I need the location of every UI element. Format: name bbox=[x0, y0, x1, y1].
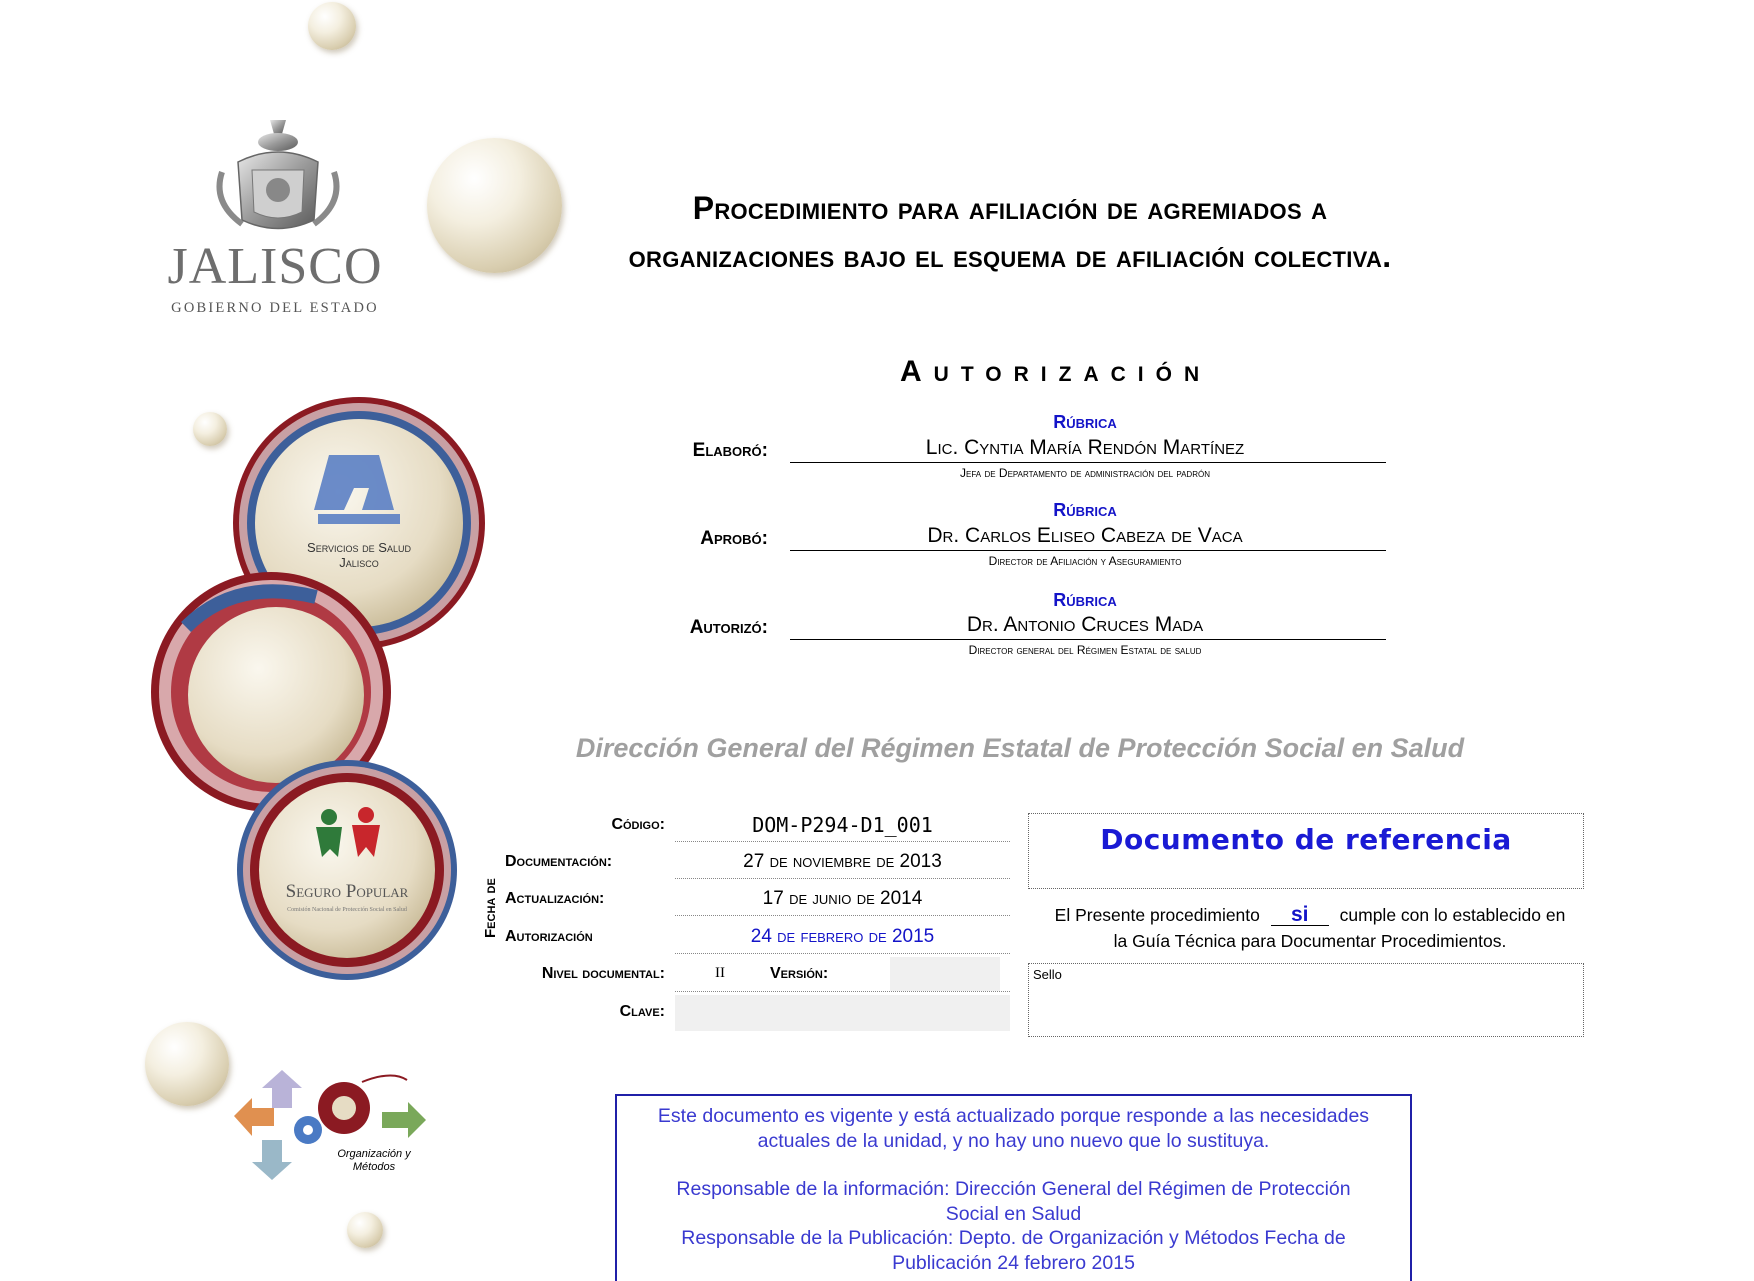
seguro-popular-name: Seguro Popular bbox=[285, 881, 409, 902]
sello-box bbox=[1028, 963, 1584, 1037]
aprobo-name: Dr. Carlos Eliseo Cabeza de Vaca bbox=[927, 524, 1243, 547]
direccion-heading: Dirección General del Régimen Estatal de Protección Social en Salud bbox=[575, 733, 1465, 763]
reference-statement bbox=[1020, 905, 1600, 926]
elaboro-role: Jefa de Departamento de administración del padrón bbox=[960, 466, 1210, 480]
notice-line4: Social en Salud bbox=[945, 1202, 1082, 1225]
notice-line1: Este documento es vigente y está actualizado porque responde a las necesidades bbox=[657, 1105, 1370, 1127]
elaboro-label: Elaboró: bbox=[692, 440, 768, 461]
actualizacion-label: Actualización: bbox=[505, 890, 605, 907]
seguro-popular-emblem-icon bbox=[234, 757, 460, 983]
organizacion-line1: Organización y bbox=[337, 1148, 411, 1160]
nivel-documental-label: Nivel documental: bbox=[541, 965, 665, 982]
actualizacion-value: 17 de junio de 2014 bbox=[675, 882, 1010, 916]
seguro-popular-subtitle: Comisión Nacional de Protección Social en Salud bbox=[287, 907, 407, 913]
rubrica-1: Rúbrica bbox=[1053, 412, 1117, 432]
rubrica-2: Rúbrica bbox=[1053, 500, 1117, 520]
notice-line2: actuales de la unidad, y no hay uno nuevo que lo sustituya. bbox=[757, 1129, 1270, 1152]
notice-line5: Responsable de la Publicación: Depto. de Organización y Métodos Fecha de bbox=[681, 1227, 1346, 1249]
decorative-ball bbox=[145, 1022, 229, 1106]
clave-value-box bbox=[675, 995, 1010, 1031]
decorative-ball bbox=[308, 2, 356, 50]
reference-value: si bbox=[1271, 905, 1329, 926]
aprobo-label: Aprobó: bbox=[700, 528, 768, 549]
signature-line bbox=[790, 550, 1386, 551]
decorative-ball bbox=[193, 412, 227, 446]
document-title-line2: organizaciones bajo el esquema de afiliación colectiva. bbox=[628, 238, 1392, 274]
elaboro-name: Lic. Cyntia María Rendón Martínez bbox=[925, 436, 1245, 459]
nivel-row-underline bbox=[675, 991, 1010, 992]
autorizacion-date-value: 24 de febrero de 2015 bbox=[675, 920, 1010, 954]
organizacion-line2: Métodos bbox=[352, 1161, 396, 1173]
validity-notice bbox=[615, 1094, 1412, 1281]
rubrica-3: Rúbrica bbox=[1053, 590, 1117, 610]
autorizo-role: Director general del Régimen Estatal de salud bbox=[968, 643, 1202, 657]
documentacion-label: Documentación: bbox=[505, 853, 613, 870]
version-value-box bbox=[890, 957, 1000, 991]
organizacion-metodos-logo bbox=[232, 1060, 432, 1190]
reference-text-after: cumple con lo establecido en bbox=[1339, 905, 1566, 925]
signature-line bbox=[790, 639, 1386, 640]
sello-label: Sello bbox=[1033, 967, 1062, 982]
reference-line2: la Guía Técnica para Documentar Procedimientos. bbox=[1113, 931, 1507, 951]
signature-line bbox=[790, 462, 1386, 463]
notice-line6: Publicación 24 febrero 2015 bbox=[892, 1251, 1135, 1274]
jalisco-subtitle: GOBIERNO DEL ESTADO bbox=[171, 300, 379, 316]
servicios-line1: Servicios de Salud bbox=[307, 540, 411, 555]
version-label: Versión: bbox=[770, 965, 829, 982]
documentacion-value: 27 de noviembre de 2013 bbox=[675, 845, 1010, 879]
decorative-ball bbox=[347, 1212, 383, 1248]
coat-of-arms-icon bbox=[152, 112, 400, 242]
notice-spacer bbox=[617, 1153, 1410, 1177]
reference-title: Documento de referencia bbox=[1100, 823, 1512, 856]
nivel-documental-value: II bbox=[715, 965, 725, 981]
notice-line3: Responsable de la información: Dirección General del Régimen de Protección bbox=[676, 1178, 1351, 1200]
autorizacion-date-label: Autorización bbox=[505, 928, 593, 945]
autorizo-name: Dr. Antonio Cruces Mada bbox=[966, 613, 1204, 636]
fecha-de-label: Fecha de bbox=[482, 878, 499, 938]
codigo-label: Código: bbox=[611, 816, 665, 833]
clave-label: Clave: bbox=[619, 1003, 665, 1020]
seguro-popular-logo bbox=[234, 757, 460, 983]
reference-text-before: El Presente procedimiento bbox=[1054, 905, 1260, 925]
document-title-line1: Procedimiento para afiliación de agremiados a bbox=[692, 190, 1328, 226]
aprobo-role: Director de Afiliación y Aseguramiento bbox=[988, 554, 1182, 568]
jalisco-logo bbox=[152, 112, 400, 327]
jalisco-name: JALISCO bbox=[167, 238, 383, 295]
codigo-value: DOM-P294-D1_001 bbox=[675, 808, 1010, 842]
autorizo-label: Autorizó: bbox=[689, 617, 768, 638]
servicios-line2: Jalisco bbox=[339, 555, 379, 570]
authorization-heading: Autorización bbox=[900, 355, 1212, 388]
